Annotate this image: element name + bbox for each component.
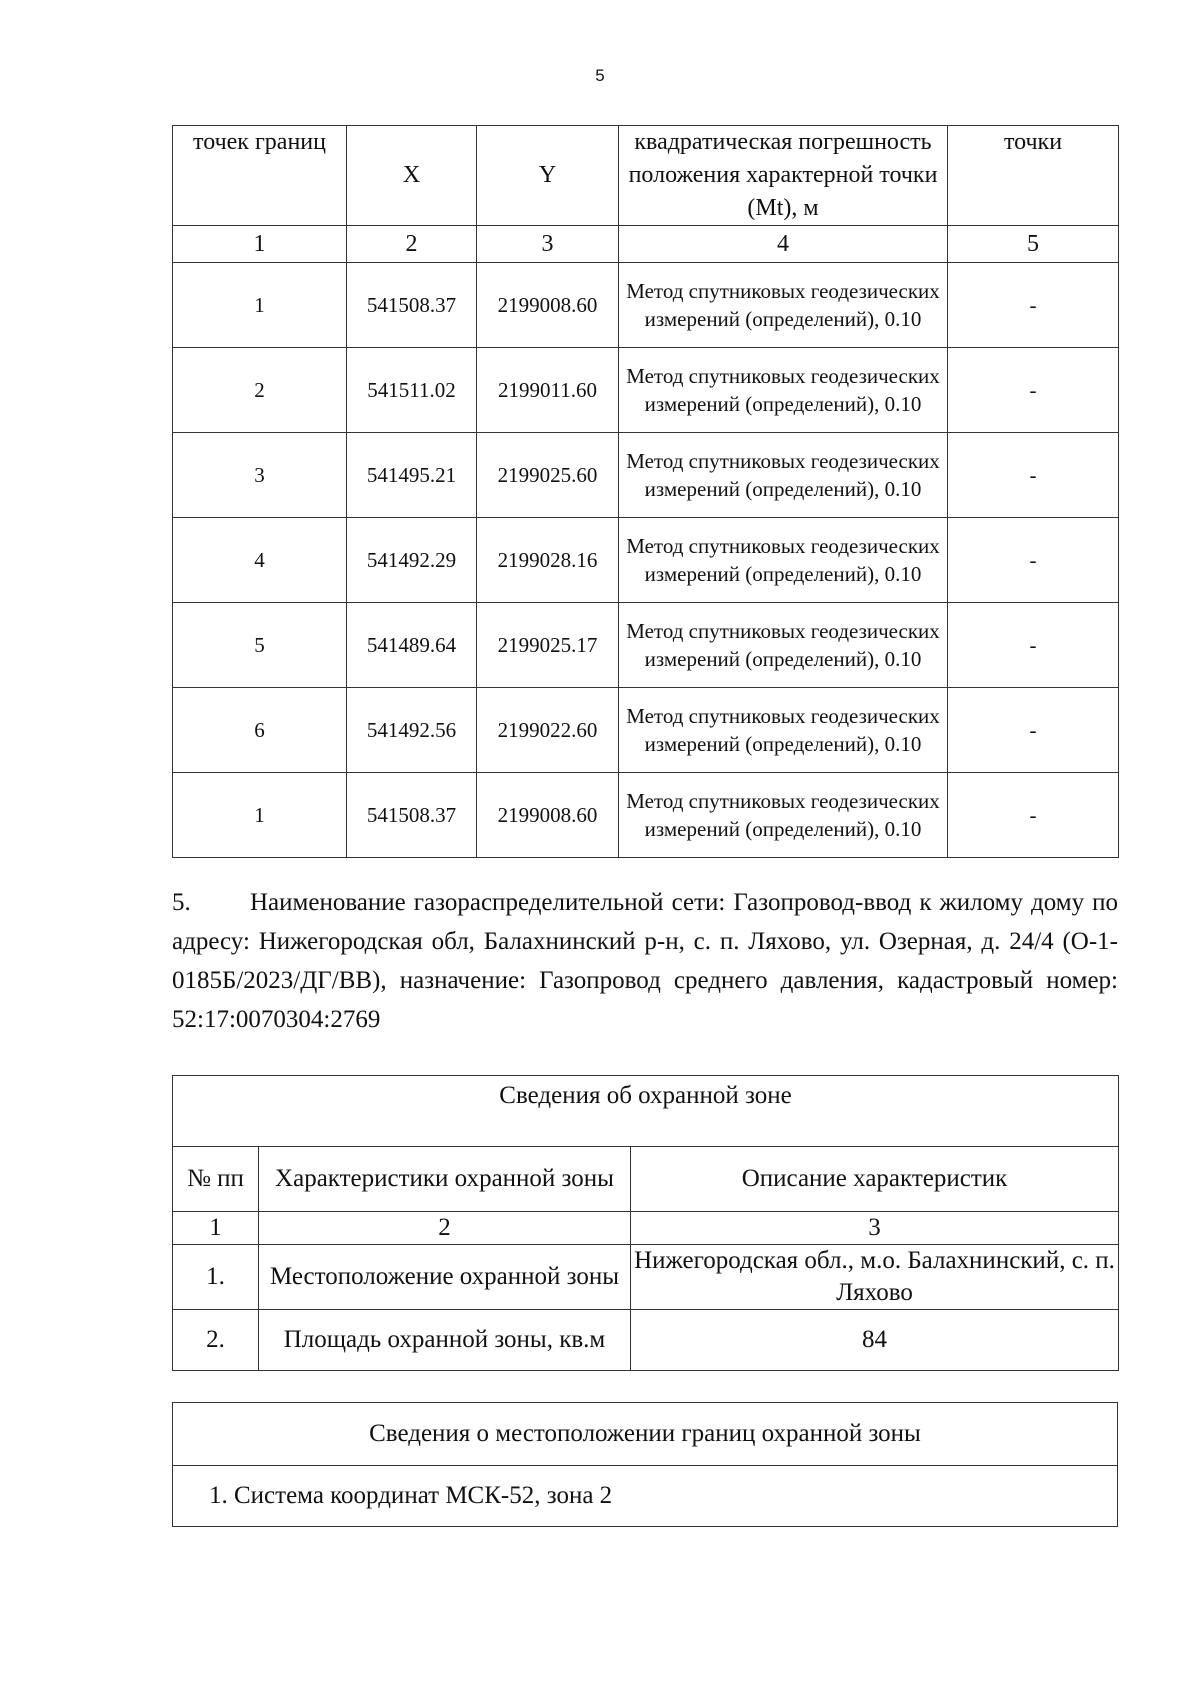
table-row <box>173 348 1119 433</box>
column-number-row <box>173 226 1119 263</box>
table-row <box>173 1310 1119 1371</box>
point-number: 1 <box>173 263 347 348</box>
zone-header-row <box>173 1147 1119 1212</box>
location-item-row <box>173 1466 1118 1527</box>
header-item-number: № пп <box>173 1147 259 1212</box>
accuracy-method: Метод спутниковых геодезических измерений (определений), 0.10 <box>619 773 948 858</box>
point-note: - <box>948 603 1119 688</box>
table-row <box>173 688 1119 773</box>
header-point-label: точек границ <box>173 126 347 226</box>
header-description: Описание характеристик <box>631 1147 1119 1212</box>
header-point-note: точки <box>948 126 1119 226</box>
coordinates-header-row <box>173 126 1119 226</box>
y-coordinate: 2199025.17 <box>477 603 619 688</box>
y-coordinate: 2199008.60 <box>477 773 619 858</box>
column-number: 2 <box>259 1212 631 1245</box>
point-number: 4 <box>173 518 347 603</box>
coordinates-table <box>172 125 1119 858</box>
table-row <box>173 518 1119 603</box>
point-note: - <box>948 688 1119 773</box>
column-number: 4 <box>619 226 948 263</box>
column-number: 2 <box>347 226 477 263</box>
section-text: Наименование газораспределительной сети: Газопровод-ввод к жилому дому по адресу: Нижегородская обл, Балахнинский р-н, с. п. Ляхово, ул. Озерная, д. 24/4 (О-1-0185Б/2023/ДГ/ВВ), назначение: Газопровод среднего давления, кадастровый номер: 52:17:0070304:2769 <box>172 889 1118 1033</box>
header-y: Y <box>477 126 619 226</box>
section-5-paragraph <box>172 883 1118 1039</box>
x-coordinate: 541489.64 <box>347 603 477 688</box>
column-number-row <box>173 1212 1119 1245</box>
description: 84 <box>631 1310 1119 1371</box>
column-number: 3 <box>631 1212 1119 1245</box>
point-number: 6 <box>173 688 347 773</box>
y-coordinate: 2199028.16 <box>477 518 619 603</box>
coordinate-system-item: 1. Система координат МСК-52, зона 2 <box>173 1466 1118 1527</box>
item-number: 2. <box>173 1310 259 1371</box>
point-note: - <box>948 348 1119 433</box>
column-number: 1 <box>173 226 347 263</box>
table-row <box>173 773 1119 858</box>
column-number: 1 <box>173 1212 259 1245</box>
accuracy-method: Метод спутниковых геодезических измерений (определений), 0.10 <box>619 433 948 518</box>
section-number: 5. <box>172 889 191 916</box>
point-number: 2 <box>173 348 347 433</box>
accuracy-method: Метод спутниковых геодезических измерений (определений), 0.10 <box>619 688 948 773</box>
x-coordinate: 541511.02 <box>347 348 477 433</box>
y-coordinate: 2199022.60 <box>477 688 619 773</box>
y-coordinate: 2199008.60 <box>477 263 619 348</box>
zone-boundary-location-table <box>172 1402 1118 1527</box>
characteristic: Площадь охранной зоны, кв.м <box>259 1310 631 1371</box>
item-number: 1. <box>173 1245 259 1310</box>
column-number: 3 <box>477 226 619 263</box>
table-row <box>173 1245 1119 1310</box>
point-note: - <box>948 773 1119 858</box>
table-row <box>173 263 1119 348</box>
page-number: 5 <box>595 66 605 85</box>
point-number: 3 <box>173 433 347 518</box>
point-number: 1 <box>173 773 347 858</box>
accuracy-method: Метод спутниковых геодезических измерений (определений), 0.10 <box>619 518 948 603</box>
point-number: 5 <box>173 603 347 688</box>
point-note: - <box>948 433 1119 518</box>
x-coordinate: 541492.29 <box>347 518 477 603</box>
description: Нижегородская обл., м.о. Балахнинский, с. п. Ляхово <box>631 1245 1119 1310</box>
point-note: - <box>948 263 1119 348</box>
protection-zone-table <box>172 1075 1119 1371</box>
header-characteristic: Характеристики охранной зоны <box>259 1147 631 1212</box>
x-coordinate: 541508.37 <box>347 263 477 348</box>
zone-table-title: Сведения об охранной зоне <box>173 1076 1119 1147</box>
accuracy-method: Метод спутниковых геодезических измерений (определений), 0.10 <box>619 263 948 348</box>
zone-title-row <box>173 1076 1119 1147</box>
point-note: - <box>948 518 1119 603</box>
header-accuracy: квадратическая погрешность положения характерной точки (Mt), м <box>619 126 948 226</box>
location-table-title: Сведения о местоположении границ охранной зоны <box>173 1403 1118 1466</box>
header-x: X <box>347 126 477 226</box>
characteristic: Местоположение охранной зоны <box>259 1245 631 1310</box>
table-row <box>173 433 1119 518</box>
y-coordinate: 2199025.60 <box>477 433 619 518</box>
x-coordinate: 541492.56 <box>347 688 477 773</box>
table-row <box>173 603 1119 688</box>
location-title-row <box>173 1403 1118 1466</box>
y-coordinate: 2199011.60 <box>477 348 619 433</box>
x-coordinate: 541508.37 <box>347 773 477 858</box>
accuracy-method: Метод спутниковых геодезических измерений (определений), 0.10 <box>619 603 948 688</box>
column-number: 5 <box>948 226 1119 263</box>
x-coordinate: 541495.21 <box>347 433 477 518</box>
accuracy-method: Метод спутниковых геодезических измерений (определений), 0.10 <box>619 348 948 433</box>
